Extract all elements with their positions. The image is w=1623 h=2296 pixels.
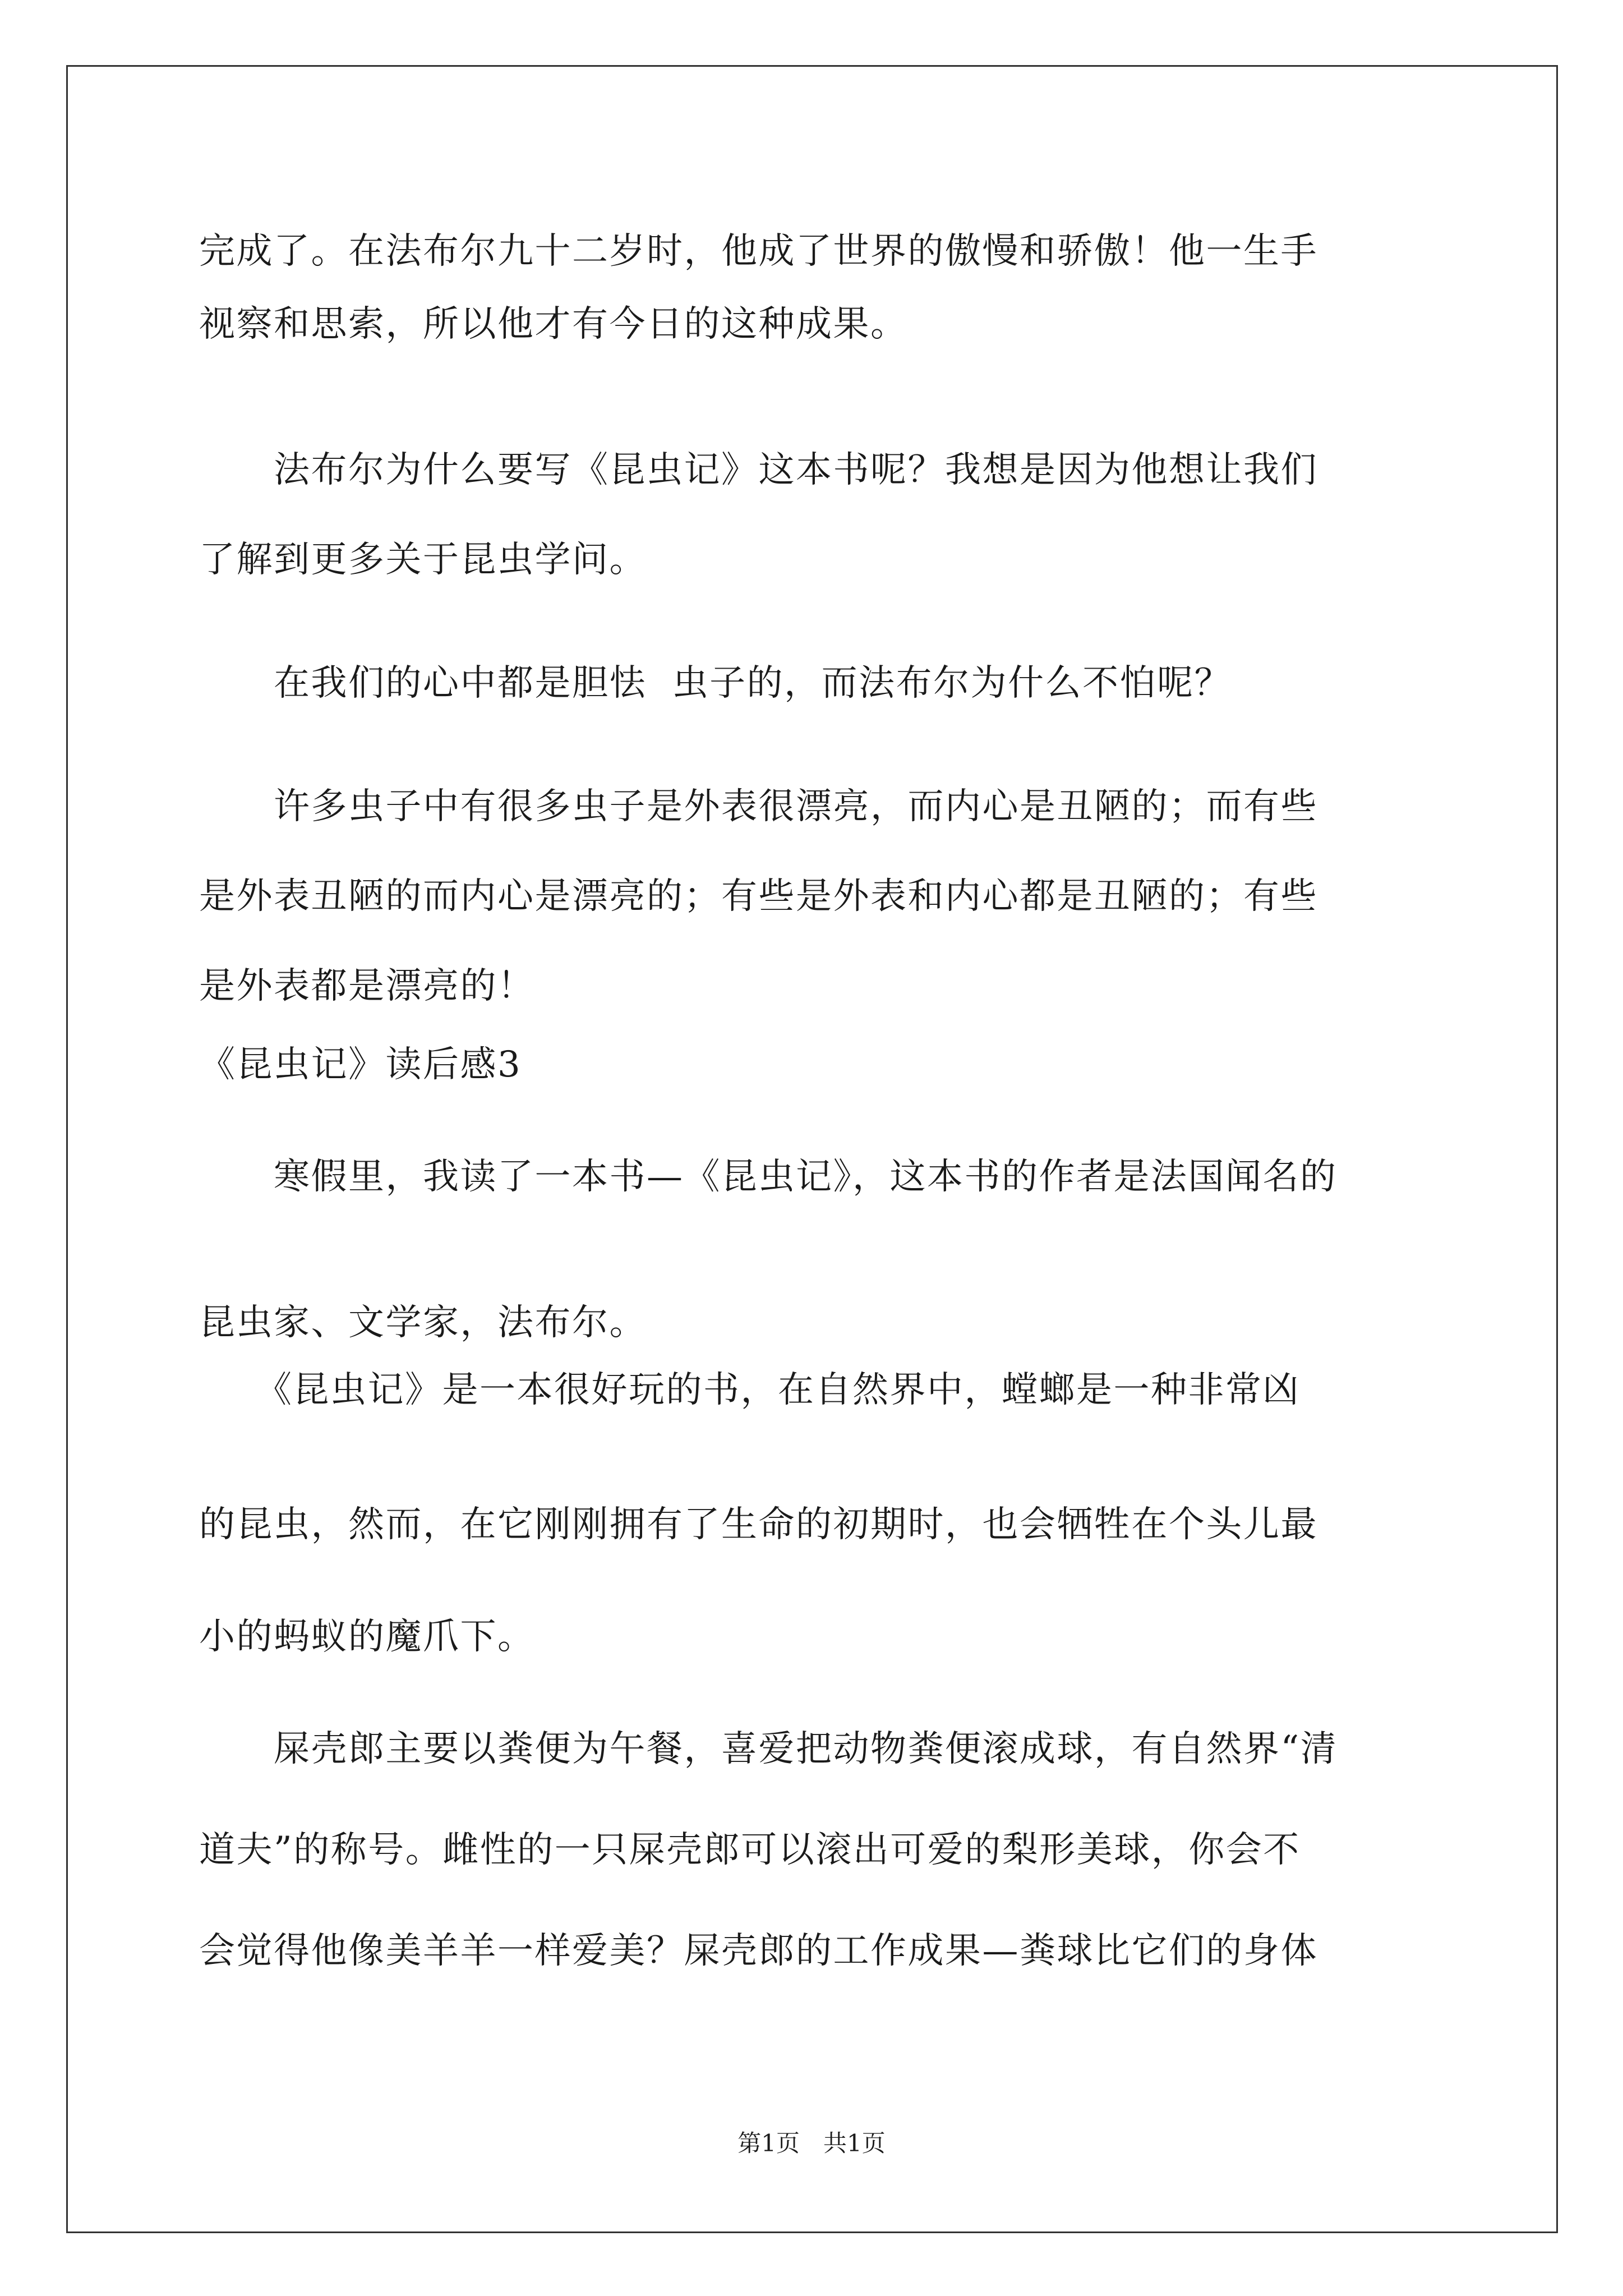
text-line: 小的蚂蚁的魔爪下。 bbox=[199, 1616, 535, 1658]
text-line: 的昆虫，然而，在它刚刚拥有了生命的初期时，也会牺牲在个头儿最 bbox=[199, 1504, 1318, 1545]
text-line: 在我们的心中都是胆怯 虫子的，而法布尔为什么不怕呢？ bbox=[199, 662, 1232, 704]
page-border bbox=[66, 65, 1558, 2233]
text-line: 寒假里，我读了一本书—《昆虫记》，这本书的作者是法国闻名的 bbox=[199, 1156, 1338, 1198]
text-line: 法布尔为什么要写《昆虫记》这本书呢？我想是因为他想让我们 bbox=[199, 449, 1318, 491]
text-line: 是外表都是漂亮的！ bbox=[199, 965, 535, 1007]
text-line: 道夫”的称号。雌性的一只屎壳郎可以滚出可爱的梨形美球，你会不 bbox=[199, 1829, 1301, 1871]
page-footer: 第1页 共1页 bbox=[737, 2129, 886, 2157]
text-line: 了解到更多关于昆虫学问。 bbox=[199, 539, 647, 581]
text-line: 完成了。在法布尔九十二岁时，他成了世界的傲慢和骄傲！他一生手 bbox=[199, 231, 1318, 272]
text-line: 《昆虫记》是一本很好玩的书，在自然界中，螳螂是一种非常凶 bbox=[199, 1369, 1300, 1411]
text-line: 许多虫子中有很多虫子是外表很漂亮，而内心是丑陋的；而有些 bbox=[199, 786, 1318, 827]
text-line: 是外表丑陋的而内心是漂亮的；有些是外表和内心都是丑陋的；有些 bbox=[199, 876, 1318, 917]
text-line: 会觉得他像美羊羊一样爱美？屎壳郎的工作成果—粪球比它们的身体 bbox=[199, 1930, 1318, 1972]
section-heading: 《昆虫记》读后感3 bbox=[199, 1044, 522, 1085]
text-line: 视察和思索，所以他才有今日的这种成果。 bbox=[199, 303, 908, 345]
text-line: 昆虫家、文学家，法布尔。 bbox=[199, 1302, 647, 1343]
text-line: 屎壳郎主要以粪便为午餐，喜爱把动物粪便滚成球，有自然界“清 bbox=[199, 1728, 1338, 1770]
